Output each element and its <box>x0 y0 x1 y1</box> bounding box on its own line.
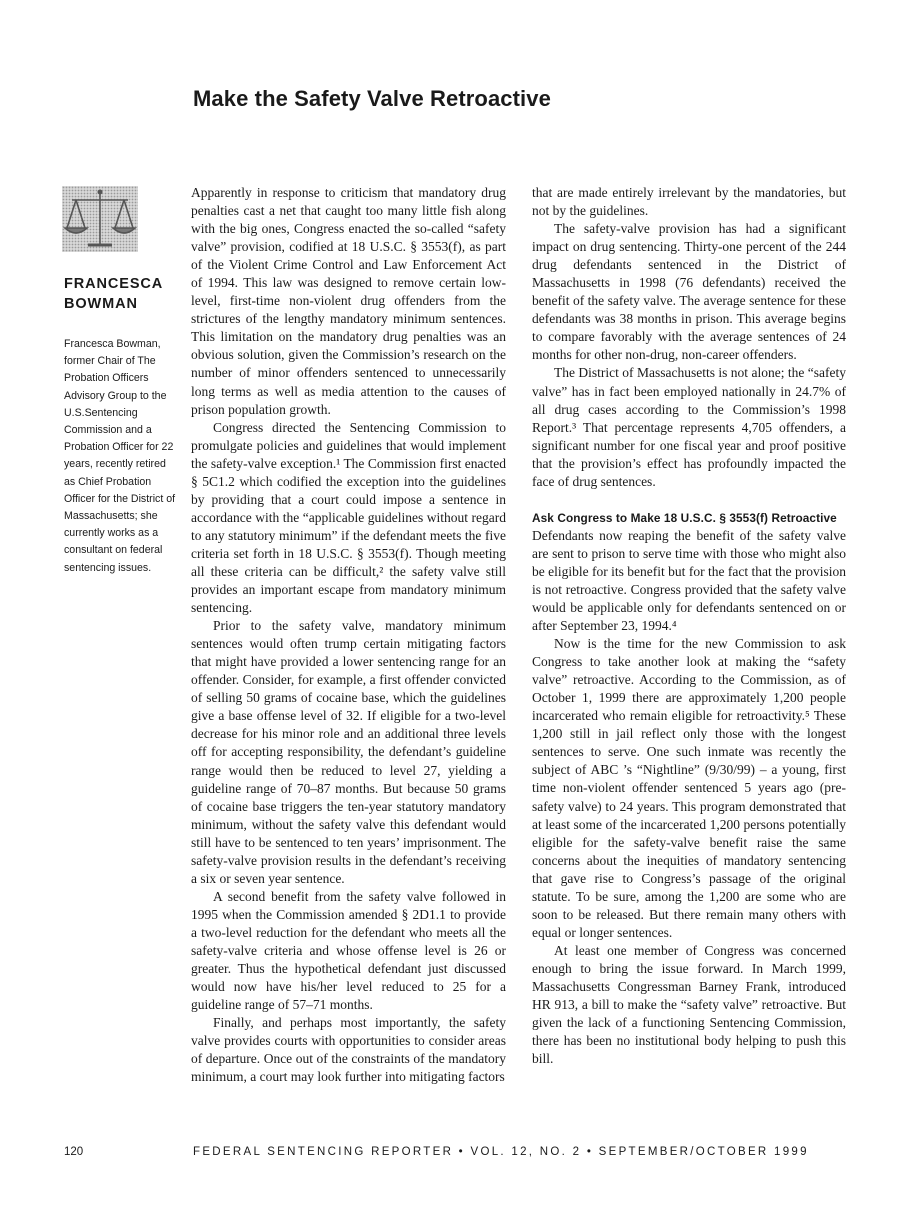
paragraph: Congress directed the Sentencing Commission to promulgate policies and guidelines that would implement the safety-valve exception.¹ The Commission first enacted § 5C1.2 which codified the exception into the guidelines by providing that a court could impose a sentence in accordance with the “applicable guidelines without regard to any statutory minimum” if the defendant meets the five criteria set forth in 18 U.S.C. § 3553(f). Though meeting all these criteria can be difficult,² the safety valve still provides an important escape from mandatory minimum sentencing. <box>191 419 506 616</box>
paragraph: The District of Massachusetts is not alone; the “safety valve” has in fact been employed nationally in 24.7% of all drug cases according to the Commission’s 1998 Report.³ That percentage represents 4,705 offenders, a significant number for one fiscal year and proof positive that the provision’s effect has profoundly impacted the face of drug sentences. <box>532 365 846 489</box>
body-column-2 <box>532 184 846 1068</box>
journal-footer: FEDERAL SENTENCING REPORTER • VOL. 12, NO. 2 • SEPTEMBER/OCTOBER 1999 <box>193 1146 809 1158</box>
paragraph: Now is the time for the new Commission to ask Congress to take another look at making the “safety valve” retroactive. According to the Commission, as of October 1, 1999 there are approximately 1,200 people incarcerated who remain eligible for retroactivity.⁵ These 1,200 still in jail reflect only those with the longest sentences to serve. One such inmate was recently the subject of ABC ’s “Nightline” (9/30/99) – a young, first time non-violent offender sentenced 5 years ago (pre-safety valve) to 24 years. This program demonstrated that at least some of the incarcerated 1,200 persons potentially eligible for the safety-valve benefit raise the same concerns about the inequities of mandatory sentencing that gave rise to Congress’s passage of the original statute. To be sure, among the 1,200 are some who are soon to be released. But there remain many others with equal or longer sentences. <box>532 636 846 940</box>
paragraph-continued: that are made entirely irrelevant by the mandatories, but not by the guidelines. <box>532 185 846 219</box>
article-title: Make the Safety Valve Retroactive <box>193 86 551 111</box>
author-name <box>64 274 163 314</box>
section-heading: Ask Congress to Make 18 U.S.C. § 3553(f) Retroactive <box>532 510 837 525</box>
paragraph: The safety-valve provision has had a significant impact on drug sentencing. Thirty-one percent of the 244 drug defendants sentenced in the District of Massachusetts in 1998 (76 defendants) received the benefit of the safety valve. The average sentence for these defendants was 38 months in prison. This average begins to compare favorably with the average sentences of 24 months for other non-drug, non-career offenders. <box>532 221 846 363</box>
scales-of-justice-icon <box>62 186 138 252</box>
body-column-1 <box>191 184 506 1086</box>
page-number: 120 <box>64 1146 84 1158</box>
author-last-name: BOWMAN <box>64 296 138 312</box>
paragraph: Prior to the safety valve, mandatory minimum sentences would often trump certain mitigating factors that might have provided a lower sentencing range for an offender. Consider, for example, a first offender convicted of selling 50 grams of cocaine base, which the guidelines give a base offense level of 32. If eligible for a two-level decrease for his minor role and an additional three levels off for accepting responsibility, the defendant’s guideline range would then be reduced to level 27, yielding a guideline range of 70–87 months. But because 50 grams of cocaine base triggers the ten-year statutory mandatory minimum, without the safety valve this defendant would still have to be sentenced to ten years’ imprisonment. The safety-valve provision results in the defendant’s receiving a six or seven year sentence. <box>191 618 506 886</box>
paragraph: At least one member of Congress was concerned enough to bring the issue forward. In March 1999, Massachusetts Congressman Barney Frank, introduced HR 913, a bill to make the “safety valve” retroactive. But given the lack of a functioning Sentencing Commission, there has been no institutional body helping to push this bill. <box>532 942 846 1067</box>
paragraph: Apparently in response to criticism that mandatory drug penalties cast a net that caught too many little fish along with the big ones, Congress enacted the so-called “safety valve” provision, codified at 18 U.S.C. § 3553(f), as part of the Violent Crime Control and Law Enforcement Act of 1994. This law was designed to remove certain low-level, first-time non-violent drug offenders from the strictures of the lengthy mandatory minimum sentences. This limitation on the mandatory drug penalties was an obvious solution, given the Commission’s research on the number of minor offenders sentenced to unnecessarily long terms as well as media attention to the causes of prison population growth. <box>191 185 506 417</box>
author-bio: Francesca Bowman, former Chair of The Probation Officers Advisory Group to the U.S.Sentencing Commission and a Probation Officer for 22 years, recently retired as Chief Probation Officer for the District of Massachusetts; she currently works as a consultant on federal sentencing issues. <box>64 338 176 574</box>
paragraph: A second benefit from the safety valve followed in 1995 when the Commission amended § 2D1.1 to provide a two-level reduction for the defendant who meets all the safety-valve criteria and whose offense level is 26 or greater. Thus the hypothetical defendant just discussed would now have his/her level reduced to 25 for a guideline range of 57–71 months. <box>191 888 506 1013</box>
paragraph: Finally, and perhaps most importantly, the safety valve provides courts with opportunities to consider areas of departure. Once out of the constraints of the mandatory minimum, a court may look further into mitigating factors <box>191 1015 506 1085</box>
paragraph: Defendants now reaping the benefit of the safety valve are sent to prison to serve time with those who might also be eligible for its benefit but for the fact that the provision is not retroactive. Congress provided that the safety valve would be applicable only for defendants sentenced on or after September 23, 1994.⁴ <box>532 527 846 634</box>
author-first-name: FRANCESCA <box>64 276 164 292</box>
